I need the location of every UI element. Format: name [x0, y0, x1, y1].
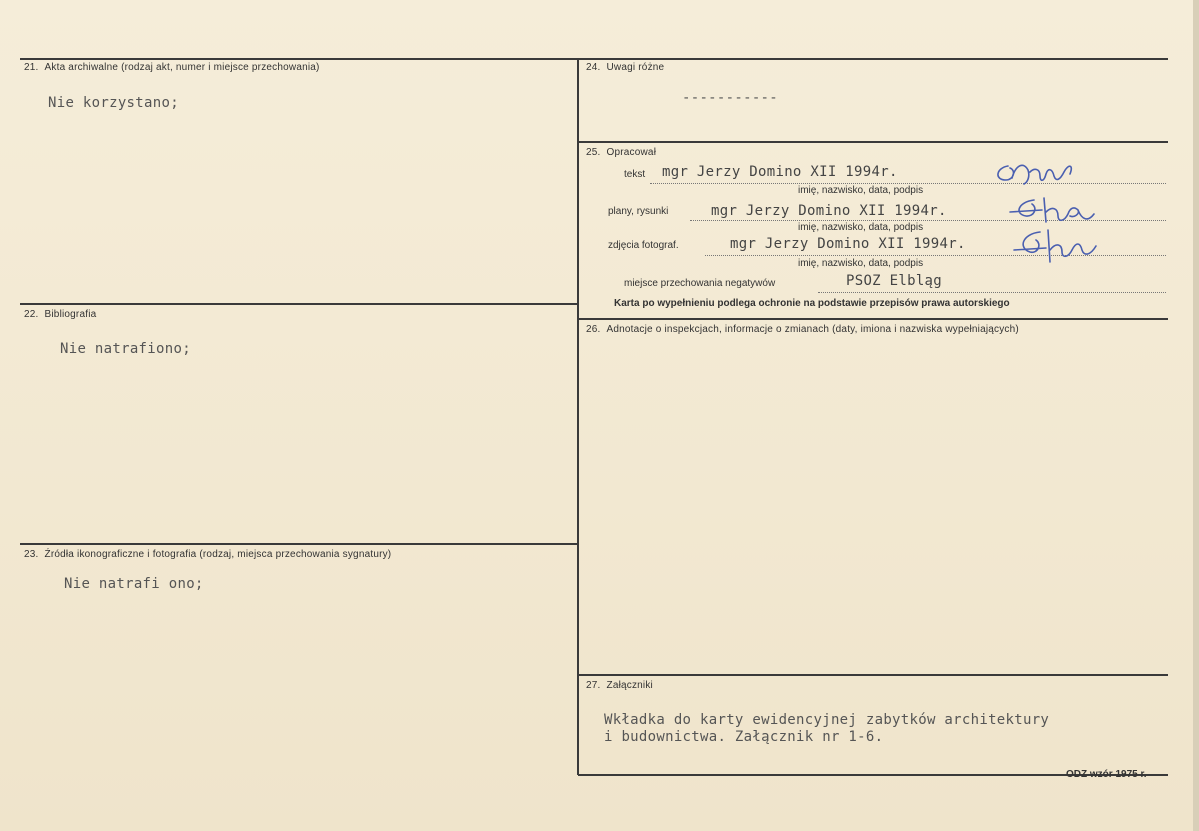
rule-25-26 — [578, 318, 1168, 320]
section-27-label — [586, 680, 653, 691]
photos-row-label: zdjęcia fotograf. — [608, 240, 679, 251]
text-row-label: tekst — [624, 169, 646, 180]
text-row-dotline — [650, 183, 1166, 184]
rule-24-25 — [578, 141, 1168, 143]
rule-26-27 — [578, 674, 1168, 676]
top-rule — [20, 58, 1168, 60]
rule-22-23 — [20, 543, 578, 545]
negatives-label: miejsce przechowania negatywów — [624, 278, 776, 289]
section-27-value-line2: i budownictwa. Załącznik nr 1-6. — [604, 729, 884, 745]
section-24-label — [586, 62, 664, 73]
section-24-number: 24. — [586, 62, 601, 73]
section-21-number: 21. — [24, 62, 39, 73]
section-24-title: Uwagi różne — [606, 62, 665, 73]
center-divider — [577, 58, 579, 775]
signature-text — [988, 156, 1078, 190]
photos-row-caption: imię, nazwisko, data, podpis — [798, 258, 924, 269]
section-21-label — [24, 62, 320, 73]
section-21-title: Akta archiwalne (rodzaj akt, numer i miejsce przechowania) — [44, 62, 320, 73]
section-25-title: Opracował — [606, 147, 657, 158]
negatives-dotline — [818, 292, 1166, 293]
plans-row-label: plany, rysunki — [608, 206, 669, 217]
section-22-number: 22. — [24, 309, 39, 320]
section-21-value: Nie korzystano; — [48, 95, 179, 111]
rule-21-22 — [20, 303, 578, 305]
section-26-title: Adnotacje o inspekcjach, informacje o zmianach (daty, imiona i nazwiska wypełniających) — [606, 324, 1019, 335]
form-id: ODZ wzór 1975 r. — [1066, 769, 1147, 780]
section-24-value: ----------- — [682, 90, 779, 106]
negatives-value: PSOZ Elbląg — [846, 273, 943, 289]
plans-row-value: mgr Jerzy Domino XII 1994r. — [711, 203, 947, 219]
copyright-note: Karta po wypełnieniu podlega ochronie na podstawie przepisów prawa autorskiego — [614, 298, 1010, 309]
section-27-number: 27. — [586, 680, 601, 691]
paper-edge — [1193, 0, 1199, 831]
section-27-title: Załączniki — [606, 680, 653, 691]
section-23-number: 23. — [24, 549, 39, 560]
section-22-label — [24, 309, 96, 320]
photos-row-value: mgr Jerzy Domino XII 1994r. — [730, 236, 966, 252]
section-22-title: Bibliografia — [44, 309, 97, 320]
section-23-value: Nie natrafi ono; — [64, 576, 204, 592]
section-27-value-line1: Wkładka do karty ewidencyjnej zabytków architektury — [604, 712, 1050, 728]
section-25-number: 25. — [586, 147, 601, 158]
text-row-value: mgr Jerzy Domino XII 1994r. — [662, 164, 898, 180]
plans-row-caption: imię, nazwisko, data, podpis — [798, 222, 924, 233]
signature-photos — [1010, 226, 1100, 266]
signature-plans — [1008, 192, 1098, 228]
section-23-title: Źródła ikonograficzne i fotografia (rodzaj, miejsca przechowania sygnatury) — [44, 549, 392, 560]
section-22-value: Nie natrafiono; — [60, 341, 191, 357]
section-26-number: 26. — [586, 324, 601, 335]
section-23-label — [24, 549, 391, 560]
section-25-label — [586, 147, 656, 158]
text-row-caption: imię, nazwisko, data, podpis — [798, 185, 924, 196]
section-26-label — [586, 324, 1019, 335]
